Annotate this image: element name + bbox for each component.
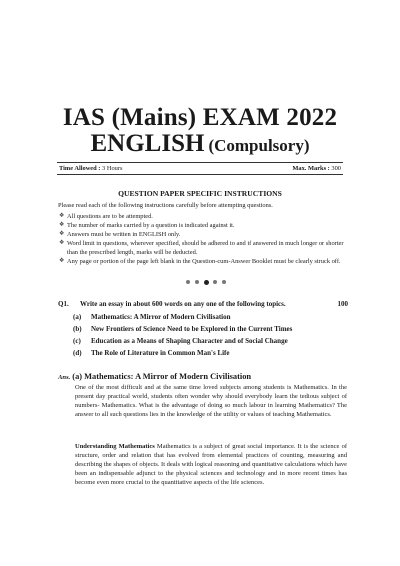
- question-text: Write an essay in about 600 words on any one of the following topics.: [80, 300, 286, 308]
- essay-topics: [73, 313, 348, 361]
- list-item: (a) Mathematics: A Mirror of Modern Civilisation: [73, 313, 231, 321]
- list-item: (d) The Role of Literature in Common Man's Life: [73, 349, 230, 357]
- answer-paragraph-1: One of the most difficult and at the same time loved subjects among students is Mathematics. In the present day practical world, students often wonder why should everybody learn the tedious subject of numbers- Mathematics. What is the advantage of doing so much labour in learning Mathematics? The answer to all such questions lies in the knowledge of the utility or values of teaching Mathematics.: [75, 384, 347, 418]
- instructions-heading: QUESTION PAPER SPECIFIC INSTRUCTIONS: [118, 189, 282, 198]
- list-item: ❖ All questions are to be attempted.: [59, 213, 153, 220]
- answer-title: (a) Mathematics: A Mirror of Modern Civilisation: [72, 372, 252, 381]
- list-item: ❖ The number of marks carried by a question is indicated against it.: [59, 222, 235, 229]
- question-marks: 100: [337, 300, 348, 308]
- answer-paragraph-2: Understanding Mathematics Mathematics is a subject of great social importance. It is the science of structure, order and relation that has evolved from elemental practices of counting, measuring and describing the shapes of objects. It deals with logical reasoning and quantitative calculations which have been an indispensable adjunct to the physical sciences and technology and in more recent times has become even more crucial to the quantitative aspects of the life sciences.: [75, 443, 348, 486]
- max-marks: Max. Marks : 300: [292, 165, 341, 172]
- instructions-intro: Please read each of the following instructions carefully before attempting questions.: [58, 202, 273, 209]
- question-number: Q1.: [58, 300, 69, 308]
- divider-dot-icon: [204, 280, 209, 285]
- list-item: (b) New Frontiers of Science Need to be Explored in the Current Times: [73, 325, 293, 333]
- answer-label: Ans.: [58, 374, 71, 381]
- divider-dot-icon: [195, 280, 199, 284]
- bullet-icon: ❖: [59, 240, 65, 246]
- divider-dot-icon: [222, 280, 226, 284]
- list-item: ❖ Word limit in questions, wherever specified, should be adhered to and if answered in much longer or shorter than the prescribed length, marks will be deducted.: [59, 240, 344, 256]
- divider-dot-icon: [213, 280, 217, 284]
- bullet-icon: ❖: [59, 258, 65, 264]
- list-item: ❖ Answers must be written in ENGLISH only.: [59, 231, 181, 238]
- subject-qualifier: (Compulsory): [208, 136, 310, 155]
- section-divider: [186, 280, 226, 286]
- bullet-icon: ❖: [59, 213, 65, 219]
- subject-name: ENGLISH: [90, 130, 205, 157]
- bullet-icon: ❖: [59, 222, 65, 228]
- exam-title: IAS (Mains) EXAM 2022: [62, 104, 338, 131]
- exam-info-bar: [57, 162, 343, 175]
- bullet-icon: ❖: [59, 231, 65, 237]
- list-item: (c) Education as a Means of Shaping Character and of Social Change: [73, 337, 288, 345]
- list-item: ❖ Any page or portion of the page left blank in the Question-cum-Answer Booklet must be clearly struck off.: [59, 258, 341, 265]
- divider-dot-icon: [186, 280, 190, 284]
- instructions-list: [58, 212, 348, 266]
- subject-title: [0, 130, 400, 161]
- answer-heading: [58, 371, 348, 383]
- time-allowed: Time Allowed : 3 Hours: [59, 165, 123, 172]
